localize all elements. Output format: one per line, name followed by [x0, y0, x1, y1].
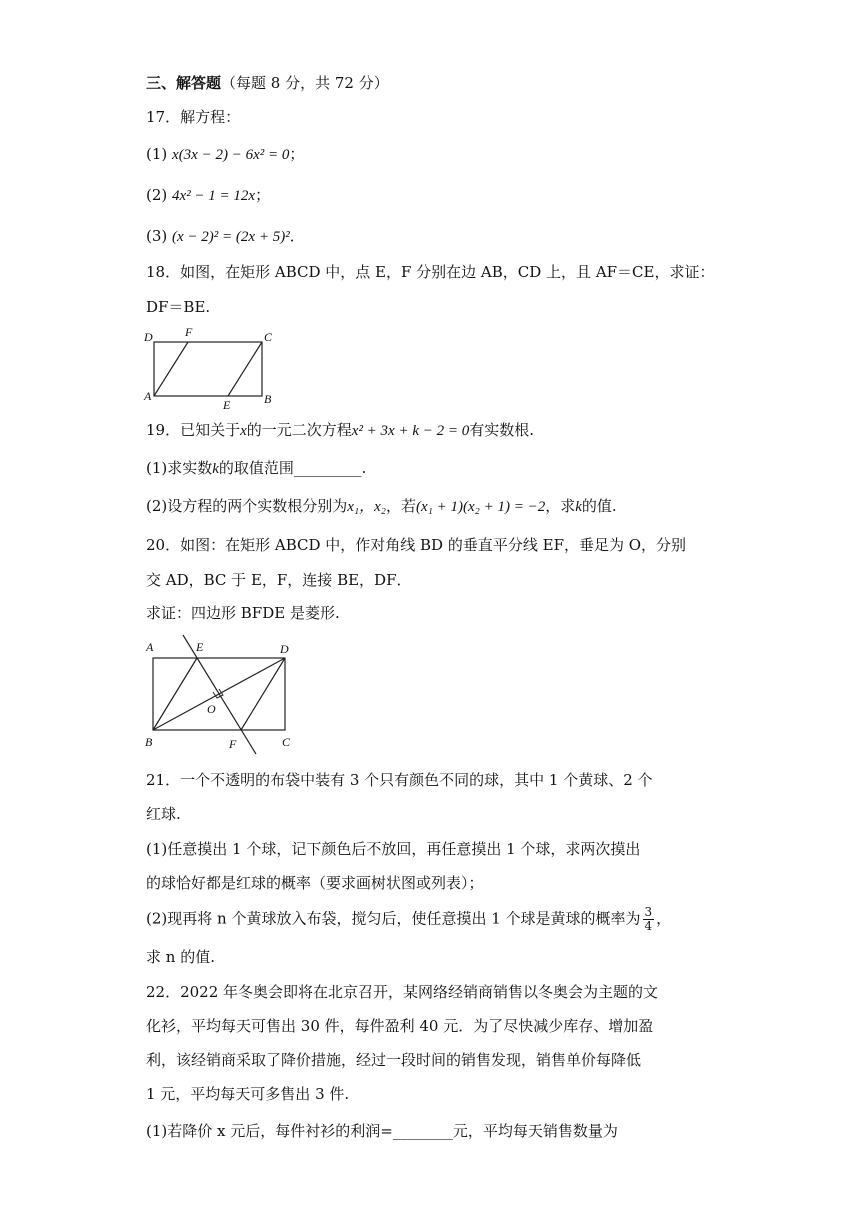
q19-l2-c: . [361, 459, 367, 477]
q20-bisector-ef [183, 635, 256, 754]
q18-line1: 18．如图，在矩形 ABCD 中，点 E，F 分别在边 AB，CD 上，且 AF＝CE，求证： [146, 263, 715, 281]
q21-line1: 21．一个不透明的布袋中装有 3 个只有颜色不同的球，其中 1 个黄球、2 个 [146, 771, 653, 789]
q20-line3: 求证：四边形 BFDE 是菱形. [146, 604, 340, 622]
q17-p2-equation: 4x² − 1 = 12x [172, 188, 256, 204]
q20-segment-be [153, 658, 197, 730]
q17-stem: 17．解方程： [146, 108, 241, 126]
q22-line3: 利，该经销商采取了降价措施，经过一段时间的销售发现，销售单价每降低 [146, 1051, 642, 1069]
section-header [146, 73, 389, 93]
q17-p1-end: ； [289, 145, 305, 163]
q19-roots: x₁，x₂ [347, 499, 386, 515]
q20-line1: 20．如图：在矩形 ABCD 中，作对角线 BD 的垂直平分线 EF，垂足为 O，分别 [146, 536, 687, 554]
q19-l1-var: x [240, 423, 247, 439]
q20-line2: 交 AD，BC 于 E，F，连接 BE，DF． [146, 571, 412, 589]
q17-p2-end: ； [255, 186, 271, 204]
q19-l1-c: 有实数根. [469, 421, 535, 439]
q17-part2 [146, 185, 270, 206]
q21-line6: 求 n 的值. [146, 948, 215, 966]
q19-l3-a: (2)设方程的两个实数根分别为 [146, 497, 348, 515]
q22-line4: 1 元，平均每天可多售出 3 件. [146, 1085, 350, 1103]
q19-l3-b: ，若 [386, 497, 417, 515]
q19-l2-b: 的取值范围 [218, 459, 294, 477]
q19-line2 [146, 458, 366, 479]
q18-rectangle [154, 342, 262, 396]
q21-line2: 红球. [146, 805, 181, 823]
q20-label-b: B [145, 735, 153, 749]
q18-segment-af [154, 342, 188, 396]
q19-l3-c: ，求 [545, 497, 576, 515]
q20-segment-df [241, 658, 285, 730]
q20-label-o: O [207, 702, 216, 716]
q18-line2: DF＝BE. [146, 298, 211, 316]
q19-condition: (x₁ + 1)(x₂ + 1) = −2 [416, 499, 546, 515]
q22-line1: 22．2022 年冬奥会即将在北京召开，某网络经销商销售以冬奥会为主题的文 [146, 983, 659, 1001]
q21-fraction-denominator: 4 [644, 919, 653, 933]
q21-line5-end: ， [656, 909, 672, 928]
q20-label-a: A [146, 640, 154, 654]
q19-line3 [146, 496, 617, 517]
q17-p3-equation: (x − 2)² = (2x + 5)² [172, 229, 290, 245]
q18-figure [140, 325, 280, 415]
q22-line5: (1)若降价 x 元后，每件衬衫的利润=________元，平均每天销售数量为 [146, 1122, 618, 1140]
q17-p3-label: (3) [146, 227, 168, 245]
q21-line4: 的球恰好都是红球的概率（要求画树状图或列表）； [146, 874, 484, 892]
q18-label-e: E [223, 398, 231, 412]
q21-line5 [146, 906, 671, 933]
q19-l2-a: (1)求实数 [146, 459, 213, 477]
q17-p1-label: (1) [146, 145, 168, 163]
q17-p1-equation: x(3x − 2) − 6x² = 0 [172, 147, 290, 163]
q19-equation: x² + 3x + k − 2 = 0 [351, 423, 470, 439]
q19-l1-b: 的一元二次方程 [246, 421, 352, 439]
q20-label-f: F [229, 737, 237, 751]
q22-line2: 化衫，平均每天可售出 30 件，每件盈利 40 元．为了尽快减少库存、增加盈 [146, 1017, 654, 1035]
q19-answer-blank: _________ [293, 459, 362, 477]
q20-figure [140, 630, 305, 758]
q18-segment-ec [228, 342, 262, 396]
q18-label-b: B [264, 392, 272, 406]
q21-probability-fraction [643, 906, 655, 933]
q20-label-c: C [282, 735, 291, 749]
q21-fraction-numerator: 3 [644, 905, 653, 919]
q18-label-c: C [264, 330, 273, 344]
section-title: 三、解答题 [146, 74, 222, 92]
q19-l3-d: 的值. [581, 497, 617, 515]
section-note: （每题 8 分，共 72 分） [221, 74, 389, 92]
q19-l2-var: k [212, 461, 219, 477]
q17-part1 [146, 144, 304, 165]
q19-l1-a: 19．已知关于 [146, 421, 241, 439]
q17-part3 [146, 226, 305, 247]
q18-label-d: D [144, 330, 153, 344]
q21-line3: (1)任意摸出 1 个球，记下颜色后不放回，再任意摸出 1 个球，求两次摸出 [146, 840, 641, 858]
q20-label-e: E [196, 640, 204, 654]
q18-label-a: A [144, 389, 152, 403]
q18-label-f: F [185, 325, 193, 339]
q17-p3-end: ． [289, 227, 305, 245]
q21-line5-text: (2)现再将 n 个黄球放入布袋，搅匀后，使任意摸出 1 个球是黄球的概率为 [146, 909, 641, 928]
q20-label-d: D [280, 642, 289, 656]
q19-line1 [146, 420, 534, 441]
q17-p2-label: (2) [146, 186, 168, 204]
q19-l3-var: k [575, 499, 582, 515]
